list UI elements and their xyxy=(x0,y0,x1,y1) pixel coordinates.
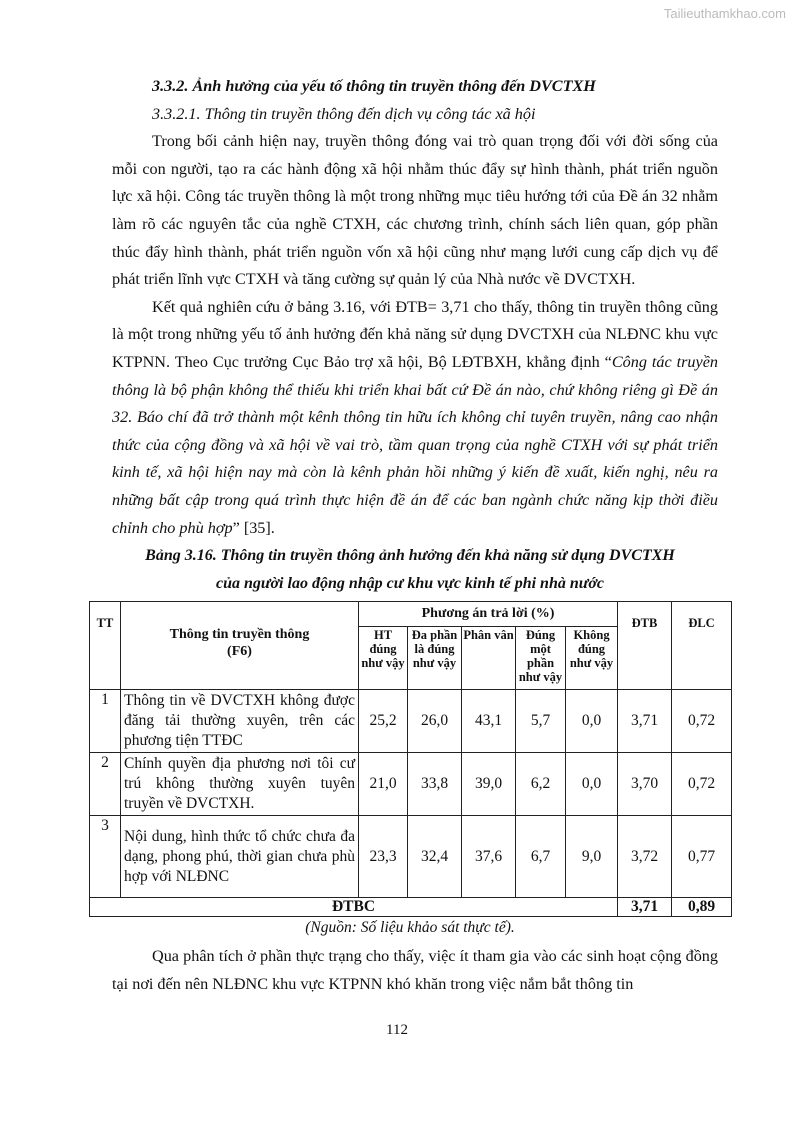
header-dlc: ĐLC xyxy=(672,602,732,690)
subheader: Phân vân xyxy=(462,627,516,690)
table-source: (Nguồn: Số liệu khảo sát thực tế). xyxy=(305,919,515,937)
page-number: 112 xyxy=(386,1022,408,1039)
cell-value: 33,8 xyxy=(408,753,462,816)
cell-value: 43,1 xyxy=(462,690,516,753)
cell-value: 0,0 xyxy=(566,690,618,753)
subsection-heading: 3.3.2.1. Thông tin truyền thông đến dịch vụ công tác xã hội xyxy=(152,104,536,123)
cell-dtb: 3,72 xyxy=(618,816,672,898)
cell-value: 39,0 xyxy=(462,753,516,816)
paragraph-3: Qua phân tích ở phần thực trạng cho thấy, việc ít tham gia vào các sinh hoạt cộng đồng tại nơi đến nên NLĐNC khu vực KTPNN khó khăn trong việc nắm bắt thông tin xyxy=(112,947,718,993)
section-heading: 3.3.2. Ảnh hưởng của yếu tố thông tin truyền thông đến DVCTXH xyxy=(152,77,596,95)
cell-value: 9,0 xyxy=(566,816,618,898)
table-row xyxy=(90,753,732,816)
cell-value: 5,7 xyxy=(516,690,566,753)
cell-content: Chính quyền địa phương nơi tôi cư trú không thường xuyên tuyên truyền về DVCTXH. xyxy=(121,753,359,816)
cell-content: Thông tin về DVCTXH không được đăng tải thường xuyên, trên các phương tiện TTĐC xyxy=(121,690,359,753)
header-dtb: ĐTB xyxy=(618,602,672,690)
header-response-group: Phương án trả lời (%) xyxy=(359,602,618,627)
para2-end: ” [35]. xyxy=(232,518,275,537)
data-table xyxy=(89,601,732,917)
table-caption-line1: Bảng 3.16. Thông tin truyền thông ảnh hưởng đến khả năng sử dụng DVCTXH xyxy=(145,547,675,565)
subheader: Đúng một phần như vậy xyxy=(516,627,566,690)
cell-value: 25,2 xyxy=(359,690,408,753)
cell-value: 23,3 xyxy=(359,816,408,898)
cell-value: 6,7 xyxy=(516,816,566,898)
total-dtb: 3,71 xyxy=(618,898,672,917)
cell-value: 6,2 xyxy=(516,753,566,816)
para2-text: Kết quả nghiên cứu ở bảng 3.16, với ĐTB= 3,71 cho thấy, thông tin truyền thông cũng là một trong những yếu tố ảnh hưởng đến khả năng sử dụng DVCTXH của NLĐNC khu vực KTPNN. Theo Cục trưởng Cục Bảo trợ xã hội, Bộ LĐTBXH, khẳng định “ xyxy=(112,297,718,371)
cell-value: 21,0 xyxy=(359,753,408,816)
header-content xyxy=(121,602,359,690)
table-caption-line2: của người lao động nhập cư khu vực kinh tế phi nhà nước xyxy=(215,575,605,593)
cell-tt: 2 xyxy=(90,753,121,816)
subheader: Không đúng như vậy xyxy=(566,627,618,690)
cell-dtb: 3,71 xyxy=(618,690,672,753)
table-row xyxy=(90,816,732,898)
cell-tt: 1 xyxy=(90,690,121,753)
paragraph-2 xyxy=(112,294,718,542)
total-label: ĐTBC xyxy=(90,898,618,917)
total-dlc: 0,89 xyxy=(672,898,732,917)
subheader: Đa phần là đúng như vậy xyxy=(408,627,462,690)
subheader: HT đúng như vậy xyxy=(359,627,408,690)
cell-value: 37,6 xyxy=(462,816,516,898)
watermark: Tailieuthamkhao.com xyxy=(663,6,786,21)
cell-dlc: 0,72 xyxy=(672,753,732,816)
header-content-code: (F6) xyxy=(227,644,252,660)
total-row xyxy=(90,898,732,917)
cell-value: 0,0 xyxy=(566,753,618,816)
header-tt: TT xyxy=(90,602,121,690)
table-row xyxy=(90,690,732,753)
cell-tt: 3 xyxy=(90,816,121,898)
cell-content: Nội dung, hình thức tổ chức chưa đa dạng, phong phú, thời gian chưa phù hợp với NLĐNC xyxy=(121,816,359,898)
cell-value: 26,0 xyxy=(408,690,462,753)
cell-dlc: 0,72 xyxy=(672,690,732,753)
header-content-label: Thông tin truyền thông xyxy=(169,627,310,643)
paragraph-1: Trong bối cảnh hiện nay, truyền thông đóng vai trò quan trọng đối với đời sống của mỗi con người, tạo ra các hành động xã hội nhằm thúc đẩy sự hình thành, phát triển nguồn lực xã hội. Công tác truyền thông là một trong những mục tiêu hướng tới của Đề án 32 nhằm làm rõ các nguyên tắc của nghề CTXH, các chương trình, chính sách liên quan, góp phần thúc đẩy hình thành, phát triển nguồn vốn xã hội cũng như mạng lưới cung cấp dịch vụ để phát triển lĩnh vực CTXH và tăng cường sự quản lý của Nhà nước về DVCTXH. xyxy=(112,132,718,289)
cell-dlc: 0,77 xyxy=(672,816,732,898)
cell-value: 32,4 xyxy=(408,816,462,898)
para2-quote: Công tác truyền thông là bộ phận không thể thiếu khi triển khai bất cứ Đề án nào, chứ không riêng gì Đề án 32. Báo chí đã trở thành một kênh thông tin hữu ích không chỉ tuyên truyền, nâng cao nhận thức của cộng đồng và xã hội về vai trò, tầm quan trọng của nghề CTXH với sự phát triển kinh tế, xã hội hiện nay mà còn là kênh phản hồi những ý kiến đề xuất, kiến nghị, nêu ra những bất cập trong quá trình thực hiện đề án để các ban ngành chức năng kịp thời điều chỉnh cho phù hợp xyxy=(112,352,718,537)
cell-dtb: 3,70 xyxy=(618,753,672,816)
